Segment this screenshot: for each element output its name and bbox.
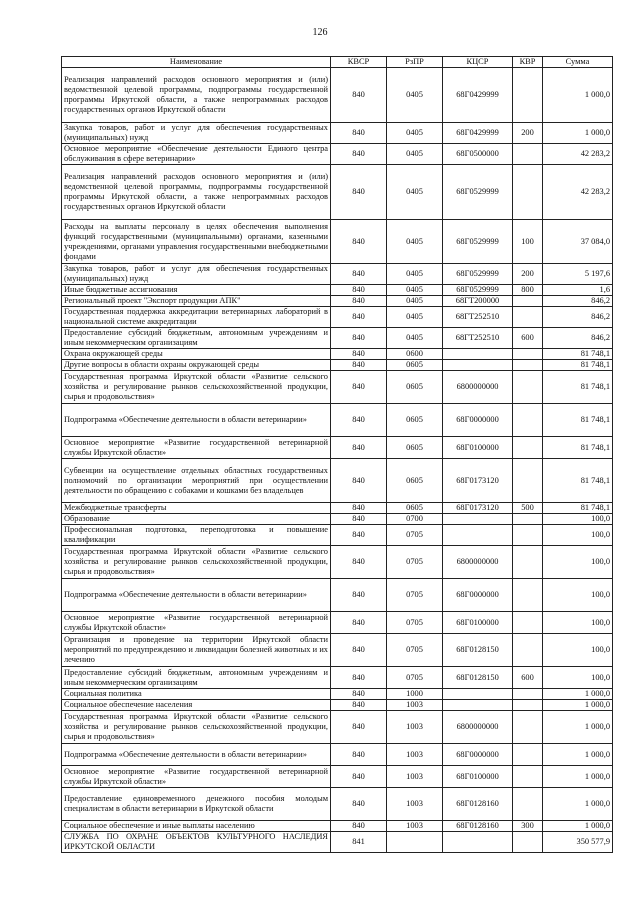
cell-kvr (513, 766, 543, 788)
cell-kvr (513, 349, 543, 360)
cell-kcsr: 68Г0000000 (443, 579, 513, 612)
cell-kvr (513, 700, 543, 711)
cell-kcsr: 68Г0529999 (443, 285, 513, 296)
cell-kcsr: 68Г0529999 (443, 165, 513, 220)
cell-kcsr: 68Г0128160 (443, 821, 513, 832)
cell-kcsr (443, 832, 513, 853)
table-row (62, 371, 613, 404)
table-row (62, 349, 613, 360)
cell-kcsr: 68Г0173120 (443, 503, 513, 514)
cell-kvr (513, 612, 543, 634)
table-row (62, 68, 613, 123)
cell-rzpr: 0605 (387, 360, 443, 371)
cell-rzpr: 0405 (387, 123, 443, 144)
cell-kvr: 100 (513, 220, 543, 264)
cell-sum: 81 748,1 (543, 349, 613, 360)
cell-kvsr: 840 (331, 144, 387, 165)
cell-kvr (513, 371, 543, 404)
cell-name: Государственная программа Иркутской области «Развитие сельского хозяйства и регулирование рынков сельскохозяйственной продукции, сырья и продовольствия» (62, 546, 331, 579)
cell-kvsr: 840 (331, 307, 387, 328)
cell-sum: 1 000,0 (543, 744, 613, 766)
table-row (62, 296, 613, 307)
table-row (62, 144, 613, 165)
cell-kvsr: 840 (331, 328, 387, 349)
cell-sum: 100,0 (543, 579, 613, 612)
cell-name: Подпрограмма «Обеспечение деятельности в области ветеринарии» (62, 579, 331, 612)
cell-kvr: 600 (513, 328, 543, 349)
cell-kcsr: 68ГT200000 (443, 296, 513, 307)
table-row (62, 667, 613, 689)
cell-kvr (513, 437, 543, 459)
cell-kcsr: 68Г0529999 (443, 220, 513, 264)
table-row (62, 503, 613, 514)
cell-kvsr: 840 (331, 612, 387, 634)
table-row (62, 711, 613, 744)
cell-sum: 42 283,2 (543, 144, 613, 165)
header-name: Наименование (62, 57, 331, 68)
header-kcsr: КЦСР (443, 57, 513, 68)
header-kvr: КВР (513, 57, 543, 68)
cell-kcsr: 68Г0000000 (443, 744, 513, 766)
table-row (62, 832, 613, 853)
cell-kcsr: 68Г0100000 (443, 437, 513, 459)
cell-kvr (513, 744, 543, 766)
table-row (62, 123, 613, 144)
cell-name: Государственная программа Иркутской области «Развитие сельского хозяйства и регулирование рынков сельскохозяйственной продукции, сырья и продовольствия» (62, 711, 331, 744)
cell-sum: 100,0 (543, 612, 613, 634)
cell-sum: 42 283,2 (543, 165, 613, 220)
cell-rzpr: 1000 (387, 689, 443, 700)
cell-sum: 37 084,0 (543, 220, 613, 264)
table-row (62, 612, 613, 634)
cell-sum: 100,0 (543, 546, 613, 579)
cell-sum: 1 000,0 (543, 821, 613, 832)
cell-kvsr: 840 (331, 711, 387, 744)
cell-name: Предоставление субсидий бюджетным, автономным учреждениям и иным некоммерческим организациям (62, 667, 331, 689)
cell-kvsr: 840 (331, 634, 387, 667)
cell-kcsr (443, 349, 513, 360)
cell-rzpr: 0605 (387, 459, 443, 503)
cell-kcsr (443, 525, 513, 546)
cell-kcsr: 68Г0128150 (443, 667, 513, 689)
cell-kvsr: 840 (331, 165, 387, 220)
cell-kcsr (443, 514, 513, 525)
cell-sum: 100,0 (543, 667, 613, 689)
cell-sum: 1,6 (543, 285, 613, 296)
cell-kvsr: 840 (331, 579, 387, 612)
cell-name: Субвенции на осуществление отдельных областных государственных полномочий по организации мероприятий при осуществлении деятельности по обращению с собаками и кошками без владельцев (62, 459, 331, 503)
cell-name: Профессиональная подготовка, переподготовка и повышение квалификации (62, 525, 331, 546)
cell-kvsr: 840 (331, 264, 387, 285)
cell-kcsr: 6800000000 (443, 546, 513, 579)
table-row (62, 766, 613, 788)
cell-rzpr: 0705 (387, 612, 443, 634)
cell-sum: 81 748,1 (543, 459, 613, 503)
cell-kcsr: 68Г0128150 (443, 634, 513, 667)
cell-kvsr: 841 (331, 832, 387, 853)
header-sum: Сумма (543, 57, 613, 68)
cell-name: Подпрограмма «Обеспечение деятельности в области ветеринарии» (62, 744, 331, 766)
cell-kvr (513, 144, 543, 165)
cell-name: Основное мероприятие «Развитие государственной ветеринарной службы Иркутской области» (62, 612, 331, 634)
header-kvsr: КВСР (331, 57, 387, 68)
cell-kvsr: 840 (331, 459, 387, 503)
cell-kvr (513, 404, 543, 437)
table-row (62, 220, 613, 264)
cell-kvr: 200 (513, 123, 543, 144)
table-row (62, 264, 613, 285)
table-row (62, 821, 613, 832)
cell-kvsr: 840 (331, 766, 387, 788)
cell-name: СЛУЖБА ПО ОХРАНЕ ОБЪЕКТОВ КУЛЬТУРНОГО НАСЛЕДИЯ ИРКУТСКОЙ ОБЛАСТИ (62, 832, 331, 853)
cell-rzpr: 0605 (387, 371, 443, 404)
cell-kcsr: 68Г0100000 (443, 766, 513, 788)
cell-sum: 846,2 (543, 307, 613, 328)
cell-sum: 81 748,1 (543, 371, 613, 404)
cell-kvr (513, 514, 543, 525)
cell-name: Расходы на выплаты персоналу в целях обеспечения выполнения функций государственными (муниципальными) органами, казенными учреждениями, органами управления государственными внебюджетными фондами (62, 220, 331, 264)
cell-sum: 81 748,1 (543, 437, 613, 459)
cell-sum: 100,0 (543, 634, 613, 667)
table-row (62, 579, 613, 612)
cell-rzpr: 0405 (387, 285, 443, 296)
cell-kcsr: 6800000000 (443, 371, 513, 404)
cell-kvsr: 840 (331, 788, 387, 821)
cell-name: Государственная программа Иркутской области «Развитие сельского хозяйства и регулирование рынков сельскохозяйственной продукции, сырья и продовольствия» (62, 371, 331, 404)
cell-sum: 846,2 (543, 328, 613, 349)
table-row (62, 514, 613, 525)
cell-sum: 81 748,1 (543, 360, 613, 371)
table-row (62, 788, 613, 821)
cell-rzpr: 0605 (387, 503, 443, 514)
cell-sum: 1 000,0 (543, 788, 613, 821)
cell-sum: 1 000,0 (543, 766, 613, 788)
cell-sum: 1 000,0 (543, 711, 613, 744)
cell-name: Основное мероприятие «Обеспечение деятельности Единого центра обслуживания в сфере ветеринарии» (62, 144, 331, 165)
table-row (62, 437, 613, 459)
cell-kvsr: 840 (331, 349, 387, 360)
cell-sum: 81 748,1 (543, 404, 613, 437)
cell-name: Организация и проведение на территории Иркутской области мероприятий по предупреждению и ликвидации болезней животных и их лечению (62, 634, 331, 667)
cell-kvsr: 840 (331, 546, 387, 579)
cell-name: Иные бюджетные ассигнования (62, 285, 331, 296)
table-row (62, 328, 613, 349)
cell-rzpr: 0405 (387, 68, 443, 123)
cell-kcsr (443, 689, 513, 700)
table-row (62, 459, 613, 503)
cell-kcsr: 6800000000 (443, 711, 513, 744)
cell-kvr (513, 546, 543, 579)
cell-rzpr: 0705 (387, 579, 443, 612)
cell-kvr (513, 296, 543, 307)
cell-rzpr: 1003 (387, 766, 443, 788)
cell-kcsr: 68Г0500000 (443, 144, 513, 165)
cell-kvr (513, 459, 543, 503)
cell-kvr: 800 (513, 285, 543, 296)
cell-rzpr: 0405 (387, 220, 443, 264)
table-row (62, 307, 613, 328)
cell-sum: 1 000,0 (543, 700, 613, 711)
cell-kvr: 600 (513, 667, 543, 689)
cell-kvr (513, 788, 543, 821)
cell-name: Региональный проект "Экспорт продукции АПК" (62, 296, 331, 307)
cell-sum: 846,2 (543, 296, 613, 307)
cell-kcsr: 68Г0429999 (443, 68, 513, 123)
cell-kcsr: 68Г0128160 (443, 788, 513, 821)
cell-kvr (513, 689, 543, 700)
cell-name: Социальная политика (62, 689, 331, 700)
cell-kvsr: 840 (331, 700, 387, 711)
cell-rzpr: 0600 (387, 349, 443, 360)
cell-kcsr: 68Г0100000 (443, 612, 513, 634)
cell-name: Реализация направлений расходов основного мероприятия и (или) ведомственной целевой программы, подпрограммы государственной программы Иркутской области, а также непрограммных расходов государственных органов Иркутской области (62, 68, 331, 123)
cell-kcsr (443, 700, 513, 711)
cell-kvr: 500 (513, 503, 543, 514)
cell-rzpr: 0700 (387, 514, 443, 525)
cell-name: Государственная поддержка аккредитации ветеринарных лабораторий в национальной системе аккредитации (62, 307, 331, 328)
cell-kvsr: 840 (331, 821, 387, 832)
cell-rzpr: 0605 (387, 404, 443, 437)
cell-kcsr: 68ГT252510 (443, 328, 513, 349)
cell-kvr: 200 (513, 264, 543, 285)
cell-name: Закупка товаров, работ и услуг для обеспечения государственных (муниципальных) нужд (62, 264, 331, 285)
cell-kvsr: 840 (331, 667, 387, 689)
cell-rzpr: 0405 (387, 165, 443, 220)
cell-rzpr: 0405 (387, 328, 443, 349)
cell-kvsr: 840 (331, 285, 387, 296)
cell-kvr (513, 165, 543, 220)
cell-rzpr: 0705 (387, 546, 443, 579)
table-row (62, 546, 613, 579)
cell-rzpr: 1003 (387, 744, 443, 766)
cell-name: Социальное обеспечение населения (62, 700, 331, 711)
cell-rzpr: 0705 (387, 525, 443, 546)
cell-sum: 5 197,6 (543, 264, 613, 285)
cell-kvsr: 840 (331, 371, 387, 404)
cell-kvsr: 840 (331, 123, 387, 144)
cell-rzpr: 0405 (387, 264, 443, 285)
cell-name: Предоставление единовременного денежного пособия молодым специалистам в области ветеринарии в Иркутской области (62, 788, 331, 821)
cell-kvr (513, 360, 543, 371)
cell-kvr (513, 525, 543, 546)
cell-name: Подпрограмма «Обеспечение деятельности в области ветеринарии» (62, 404, 331, 437)
cell-kvsr: 840 (331, 437, 387, 459)
table-header-row (62, 57, 613, 68)
table-row (62, 285, 613, 296)
header-rzpr: РзПР (387, 57, 443, 68)
table-row (62, 404, 613, 437)
table-row (62, 634, 613, 667)
cell-name: Межбюджетные трансферты (62, 503, 331, 514)
cell-kvsr: 840 (331, 744, 387, 766)
cell-kvr (513, 832, 543, 853)
cell-name: Охрана окружающей среды (62, 349, 331, 360)
cell-name: Реализация направлений расходов основного мероприятия и (или) ведомственной целевой программы, подпрограммы государственной программы Иркутской области, а также непрограммных расходов государственных органов Иркутской области (62, 165, 331, 220)
cell-kvsr: 840 (331, 296, 387, 307)
cell-sum: 81 748,1 (543, 503, 613, 514)
table-body (62, 68, 613, 853)
cell-rzpr: 1003 (387, 700, 443, 711)
cell-rzpr: 1003 (387, 711, 443, 744)
cell-kcsr: 68Г0000000 (443, 404, 513, 437)
cell-kvsr: 840 (331, 404, 387, 437)
cell-rzpr (387, 832, 443, 853)
table-row (62, 360, 613, 371)
cell-rzpr: 0705 (387, 634, 443, 667)
cell-rzpr: 1003 (387, 821, 443, 832)
cell-sum: 1 000,0 (543, 689, 613, 700)
cell-kvsr: 840 (331, 503, 387, 514)
cell-name: Основное мероприятие «Развитие государственной ветеринарной службы Иркутской области» (62, 437, 331, 459)
cell-rzpr: 0405 (387, 296, 443, 307)
table-row (62, 744, 613, 766)
cell-rzpr: 0405 (387, 144, 443, 165)
cell-name: Другие вопросы в области охраны окружающей среды (62, 360, 331, 371)
budget-table (61, 56, 613, 853)
cell-kvsr: 840 (331, 525, 387, 546)
cell-kvsr: 840 (331, 514, 387, 525)
cell-sum: 100,0 (543, 525, 613, 546)
cell-kvsr: 840 (331, 68, 387, 123)
cell-name: Основное мероприятие «Развитие государственной ветеринарной службы Иркутской области» (62, 766, 331, 788)
cell-sum: 1 000,0 (543, 123, 613, 144)
cell-kcsr: 68Г0529999 (443, 264, 513, 285)
table-row (62, 165, 613, 220)
cell-rzpr: 1003 (387, 788, 443, 821)
cell-name: Социальное обеспечение и иные выплаты населению (62, 821, 331, 832)
cell-name: Образование (62, 514, 331, 525)
cell-rzpr: 0705 (387, 667, 443, 689)
cell-kvr (513, 68, 543, 123)
cell-kvr: 300 (513, 821, 543, 832)
cell-kvsr: 840 (331, 689, 387, 700)
cell-name: Предоставление субсидий бюджетным, автономным учреждениям и иным некоммерческим организациям (62, 328, 331, 349)
cell-kvr (513, 579, 543, 612)
cell-kvr (513, 711, 543, 744)
cell-kcsr: 68Г0429999 (443, 123, 513, 144)
table-row (62, 700, 613, 711)
page-number: 126 (312, 27, 328, 38)
cell-name: Закупка товаров, работ и услуг для обеспечения государственных (муниципальных) нужд (62, 123, 331, 144)
cell-rzpr: 0605 (387, 437, 443, 459)
cell-kvr (513, 307, 543, 328)
cell-kcsr: 68Г0173120 (443, 459, 513, 503)
cell-kcsr (443, 360, 513, 371)
table-row (62, 525, 613, 546)
cell-kvsr: 840 (331, 360, 387, 371)
cell-sum: 1 000,0 (543, 68, 613, 123)
cell-sum: 350 577,9 (543, 832, 613, 853)
cell-sum: 100,0 (543, 514, 613, 525)
cell-kcsr: 68ГT252510 (443, 307, 513, 328)
cell-kvr (513, 634, 543, 667)
cell-kvsr: 840 (331, 220, 387, 264)
cell-rzpr: 0405 (387, 307, 443, 328)
table-row (62, 689, 613, 700)
